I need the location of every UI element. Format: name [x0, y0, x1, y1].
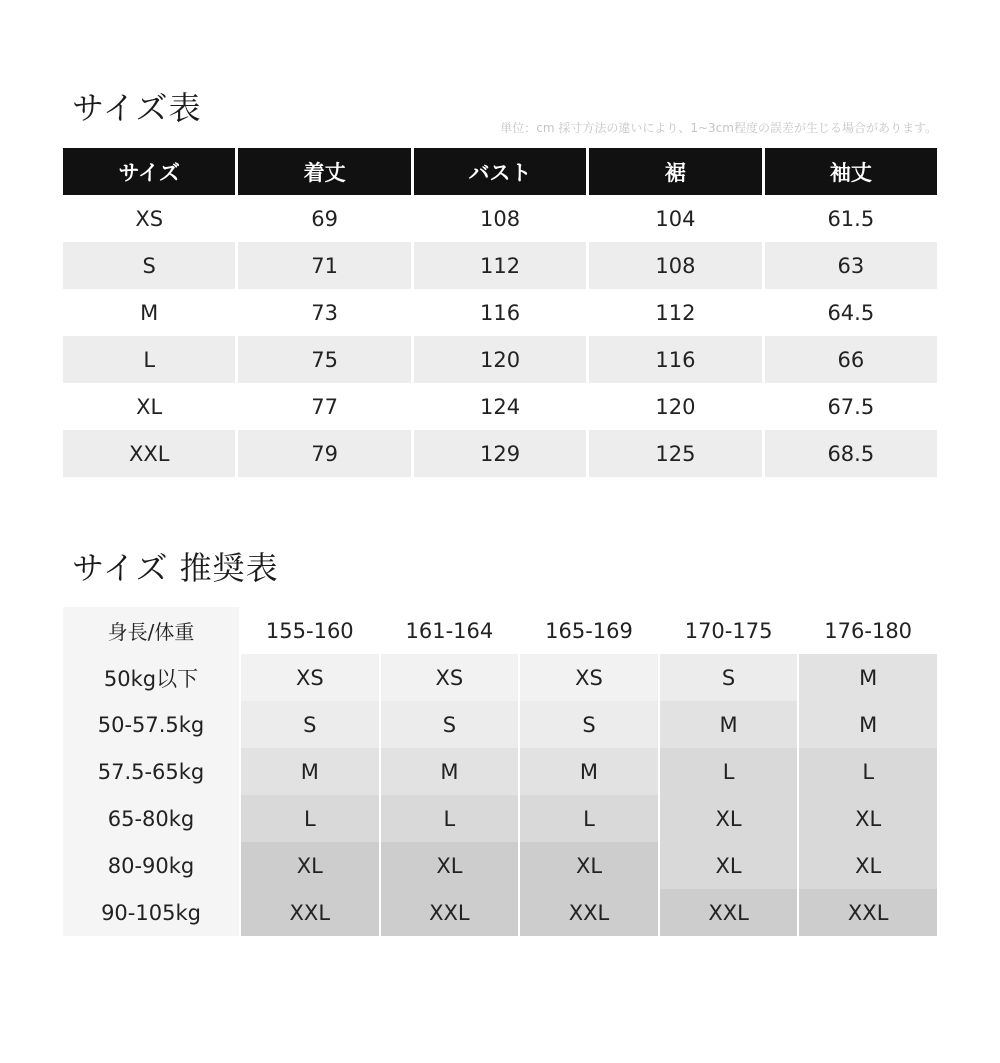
weight-label: 57.5-65kg [63, 748, 239, 795]
size-cell: L [241, 795, 379, 842]
table-row [63, 842, 937, 889]
table-cell: S [63, 242, 235, 289]
size-cell: XXL [241, 889, 379, 936]
table-cell: 64.5 [765, 289, 937, 336]
size-cell: L [381, 795, 519, 842]
header-cell: 着丈 [238, 148, 410, 195]
size-cell: XS [520, 654, 658, 701]
table-cell: 120 [589, 383, 761, 430]
size-cell: S [660, 654, 798, 701]
table-cell: 116 [414, 289, 586, 336]
size-cell: XL [660, 795, 798, 842]
table-cell: 69 [238, 195, 410, 242]
recommendation-table [63, 607, 937, 936]
table-cell: XL [63, 383, 235, 430]
table-cell: XXL [63, 430, 235, 477]
table-row [63, 430, 937, 477]
size-cell: XXL [381, 889, 519, 936]
table-cell: 116 [589, 336, 761, 383]
table-cell: 108 [414, 195, 586, 242]
table-cell: 66 [765, 336, 937, 383]
unit-note: 単位：cm 採寸方法の違いにより、1~3cm程度の誤差が生じる場合があります。 [500, 121, 937, 135]
weight-label: 65-80kg [63, 795, 239, 842]
table-row [63, 701, 937, 748]
height-header: 176-180 [799, 607, 937, 654]
size-cell: XXL [799, 889, 937, 936]
size-chart-title: サイズ表 [72, 89, 202, 127]
table-cell: 129 [414, 430, 586, 477]
height-header: 170-175 [660, 607, 798, 654]
size-cell: M [660, 701, 798, 748]
recommendation-header-row [63, 607, 937, 654]
table-cell: M [63, 289, 235, 336]
size-cell: XL [799, 795, 937, 842]
weight-label: 50-57.5kg [63, 701, 239, 748]
height-header: 161-164 [381, 607, 519, 654]
table-cell: 108 [589, 242, 761, 289]
weight-label: 90-105kg [63, 889, 239, 936]
height-header: 155-160 [241, 607, 379, 654]
size-cell: S [241, 701, 379, 748]
header-cell: 裾 [589, 148, 761, 195]
table-cell: 125 [589, 430, 761, 477]
table-cell: 104 [589, 195, 761, 242]
table-row [63, 383, 937, 430]
table-row [63, 795, 937, 842]
table-cell: 63 [765, 242, 937, 289]
size-cell: L [660, 748, 798, 795]
table-row [63, 289, 937, 336]
table-cell: 77 [238, 383, 410, 430]
size-cell: XL [660, 842, 798, 889]
size-cell: M [241, 748, 379, 795]
size-cell: XS [381, 654, 519, 701]
size-cell: XL [799, 842, 937, 889]
table-row [63, 242, 937, 289]
size-cell: XS [241, 654, 379, 701]
weight-label: 80-90kg [63, 842, 239, 889]
header-cell: バスト [414, 148, 586, 195]
table-cell: XS [63, 195, 235, 242]
size-cell: XL [381, 842, 519, 889]
header-cell: サイズ [63, 148, 235, 195]
weight-label: 50kg以下 [63, 654, 239, 701]
table-cell: 112 [414, 242, 586, 289]
table-row [63, 336, 937, 383]
table-row [63, 195, 937, 242]
size-cell: XXL [520, 889, 658, 936]
table-cell: 124 [414, 383, 586, 430]
size-chart-header-row [63, 148, 937, 195]
size-cell: XXL [660, 889, 798, 936]
table-cell: 61.5 [765, 195, 937, 242]
table-cell: 79 [238, 430, 410, 477]
size-cell: S [381, 701, 519, 748]
size-cell: M [799, 654, 937, 701]
table-cell: 71 [238, 242, 410, 289]
corner-label: 身長/体重 [63, 607, 239, 654]
size-cell: L [799, 748, 937, 795]
size-chart-table [63, 148, 937, 477]
table-cell: 75 [238, 336, 410, 383]
table-cell: 73 [238, 289, 410, 336]
size-cell: XL [241, 842, 379, 889]
size-cell: L [520, 795, 658, 842]
table-cell: 68.5 [765, 430, 937, 477]
table-row [63, 889, 937, 936]
size-cell: M [799, 701, 937, 748]
size-cell: XL [520, 842, 658, 889]
table-row [63, 748, 937, 795]
size-cell: M [381, 748, 519, 795]
table-row [63, 654, 937, 701]
table-cell: 120 [414, 336, 586, 383]
recommendation-title: サイズ 推奨表 [72, 549, 279, 587]
table-cell: 67.5 [765, 383, 937, 430]
table-cell: L [63, 336, 235, 383]
size-cell: S [520, 701, 658, 748]
table-cell: 112 [589, 289, 761, 336]
size-cell: M [520, 748, 658, 795]
header-cell: 袖丈 [765, 148, 937, 195]
height-header: 165-169 [520, 607, 658, 654]
